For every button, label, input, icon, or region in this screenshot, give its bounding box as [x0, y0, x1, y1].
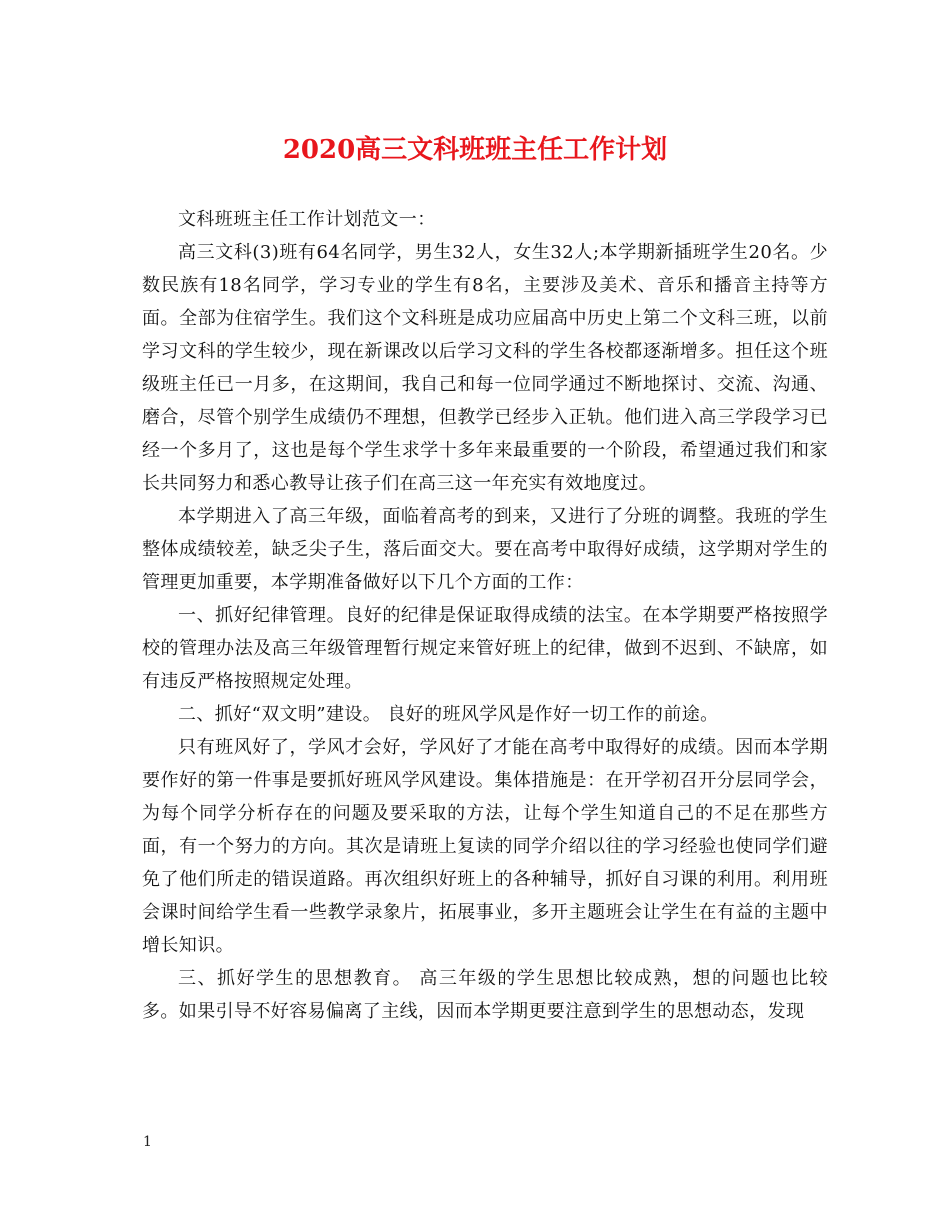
paragraph-2: 高三文科(3)班有64名同学，男生32人，女生32人;本学期新插班学生20名。少数民族有18名同学，学习专业的学生有8名，主要涉及美术、音乐和播音主持等方面。全部为住宿学生。我们这个文科班是成功应届高中历史上第二个文科三班，以前学习文科的学生较少，现在新课改以后学习文科的学生各校都逐渐增多。担任这个班级班主任已一月多，在这期间，我自己和每一位同学通过不断地探讨、交流、沟通、磨合，尽管个别学生成绩仍不理想，但教学已经步入正轨。他们进入高三学段学习已经一个多月了，这也是每个学生求学十多年来最重要的一个阶段，希望通过我们和家长共同努力和悉心教导让孩子们在高三这一年充实有效地度过。 [142, 242, 828, 494]
page-title: 2020高三文科班班主任工作计划 [282, 135, 668, 165]
paragraph-4: 一、抓好纪律管理。良好的纪律是保证取得成绩的法宝。在本学期要严格按照学校的管理办法及高三年级管理暂行规定来管好班上的纪律，做到不迟到、不缺席，如有违反严格按照规定处理。 [142, 605, 828, 692]
paragraph-6: 只有班风好了，学风才会好，学风好了才能在高考中取得好的成绩。因而本学期要作好的第一件事是要抓好班风学风建设。集体措施是：在开学初召开分层同学会，为每个同学分析存在的问题及要采取的方法，让每个学生知道自己的不足在那些方面，有一个努力的方向。其次是请班上复读的同学介绍以往的学习经验也使同学们避免了他们所走的错误道路。再次组织好班上的各种辅导，抓好自习课的利用。利用班会课时间给学生看一些教学录象片，拓展事业，多开主题班会让学生在有益的主题中增长知识。 [142, 737, 828, 956]
paragraph-1: 文科班班主任工作计划范文一： [178, 209, 436, 230]
paragraph-3: 本学期进入了高三年级，面临着高考的到来，又进行了分班的调整。我班的学生整体成绩较差，缺乏尖子生，落后面交大。要在高考中取得好成绩，这学期对学生的管理更加重要，本学期准备做好以下几个方面的工作： [142, 506, 828, 593]
paragraph-7: 三、抓好学生的思想教育。 高三年级的学生思想比较成熟，想的问题也比较多。如果引导不好容易偏离了主线，因而本学期更要注意到学生的思想动态，发现 [142, 968, 828, 1022]
document-body [142, 203, 828, 1028]
page-number: 1 [143, 1134, 152, 1150]
paragraph-5: 二、抓好“双文明”建设。 良好的班风学风是作好一切工作的前途。 [178, 704, 719, 725]
